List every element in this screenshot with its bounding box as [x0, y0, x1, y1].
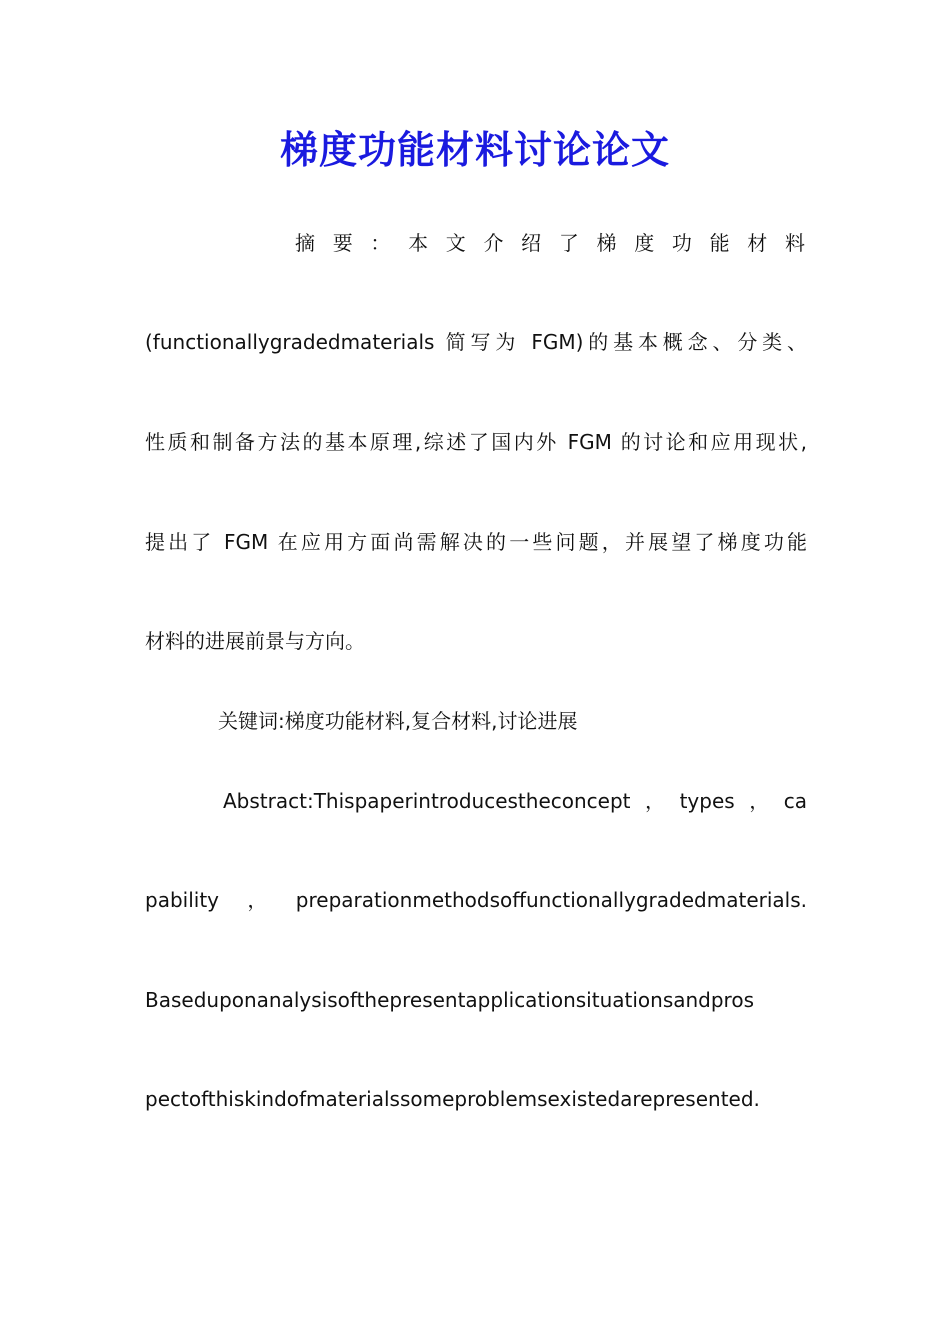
abstract-line-3: 性质和制备方法的基本原理,综述了国内外 FGM 的讨论和应用现状, [145, 430, 807, 454]
keywords: 关键词:梯度功能材料,复合材料,讨论进展 [218, 709, 578, 733]
english-abstract-line-2: pability，preparationmethodsoffunctionallygradedmaterials. [145, 888, 807, 912]
document-title: 梯度功能材料讨论论文 [279, 127, 670, 172]
abstract-line-1: 摘 要 ： 本 文 介 绍 了 梯 度 功 能 材 料 [295, 231, 807, 255]
abstract-line-2: (functionallygradedmaterials 简写为 FGM)的基本概念、分类、 [145, 330, 807, 354]
english-abstract-line-3: Baseduponanalysisofthepresentapplicationsituationsandpros [145, 988, 754, 1012]
english-abstract-line-1: Abstract:Thispaperintroducestheconcept，types，ca [223, 789, 807, 813]
abstract-line-4: 提出了 FGM 在应用方面尚需解决的一些问题，并展望了梯度功能 [145, 530, 807, 554]
english-abstract-line-4: pectofthiskindofmaterialssomeproblemsexistedarepresented. [145, 1087, 760, 1111]
abstract-line-5: 材料的进展前景与方向。 [145, 629, 365, 653]
